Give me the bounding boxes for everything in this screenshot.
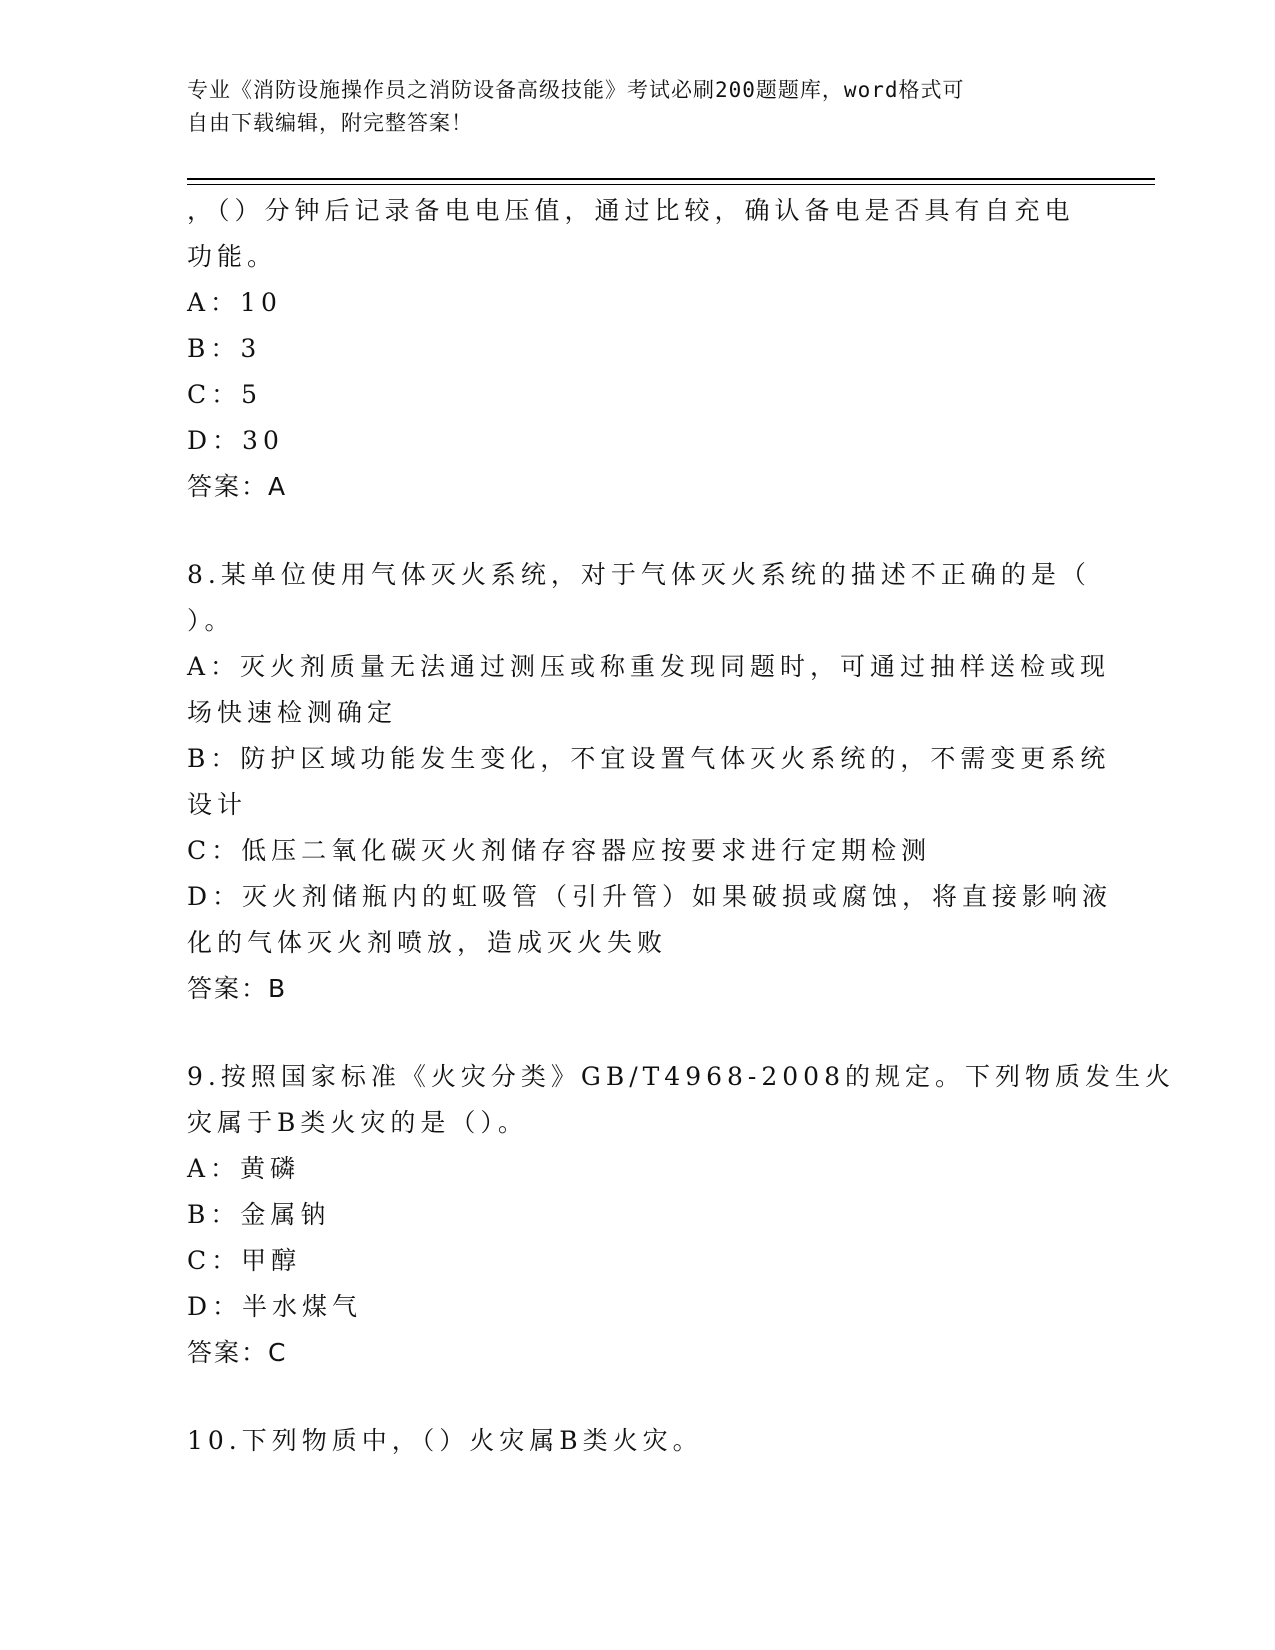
option-c: C：5 — [187, 380, 263, 409]
question-stem-line: 灾属于B类火灾的是（）。 — [187, 1108, 528, 1137]
question-stem-line: 8.某单位使用气体灭火系统，对于气体灭火系统的描述不正确的是（ — [187, 560, 1091, 589]
header-divider-thin — [187, 184, 1155, 185]
option-b: B：3 — [187, 334, 262, 363]
question-stem-line: ，（）分钟后记录备电电压值，通过比较，确认备电是否具有自充电 — [187, 196, 1075, 225]
option-d: D：灭火剂储瓶内的虹吸管（引升管）如果破损或腐蚀，将直接影响液 — [187, 882, 1113, 911]
option-b: B：防护区域功能发生变化，不宜设置气体灭火系统的，不需变更系统 — [187, 744, 1111, 773]
question-stem-line: 功能。 — [187, 242, 278, 271]
option-a: A：灭火剂质量无法通过测压或称重发现同题时，可通过抽样送检或现 — [187, 652, 1111, 681]
question-spacer — [187, 1376, 1087, 1418]
answer-line: 答案：C — [187, 1338, 288, 1367]
option-d-continued: 化的气体灭火剂喷放，造成灭火失败 — [187, 928, 668, 957]
question-7 — [187, 188, 1087, 510]
document-header — [187, 74, 1067, 140]
option-c: C：低压二氧化碳灭火剂储存容器应按要求进行定期检测 — [187, 836, 932, 865]
option-b-continued: 设计 — [187, 790, 248, 819]
question-9 — [187, 1054, 1175, 1376]
answer-line: 答案：B — [187, 974, 288, 1003]
question-stem-line: 9.按照国家标准《火灾分类》GB/T4968-2008的规定。下列物质发生火 — [187, 1062, 1175, 1091]
question-stem-line: ）。 — [187, 606, 235, 635]
question-10 — [187, 1418, 1087, 1464]
question-8 — [187, 552, 1113, 1012]
option-a: A：黄磷 — [187, 1154, 301, 1183]
header-divider-thick — [187, 178, 1155, 180]
document-body — [187, 188, 1175, 1464]
question-spacer — [187, 1012, 1087, 1054]
header-line-1: 专业《消防设施操作员之消防设备高级技能》考试必刷200题题库，word格式可 — [187, 78, 965, 102]
header-line-2: 自由下载编辑，附完整答案！ — [187, 111, 473, 135]
option-d: D：半水煤气 — [187, 1292, 363, 1321]
option-c: C：甲醇 — [187, 1246, 302, 1275]
option-a-continued: 场快速检测确定 — [187, 698, 398, 727]
answer-line: 答案：A — [187, 472, 288, 501]
question-stem-line: 10.下列物质中，（）火灾属B类火灾。 — [187, 1426, 703, 1455]
option-a: A：10 — [187, 288, 282, 317]
option-b: B：金属钠 — [187, 1200, 331, 1229]
question-spacer — [187, 510, 1087, 552]
option-d: D：30 — [187, 426, 284, 455]
